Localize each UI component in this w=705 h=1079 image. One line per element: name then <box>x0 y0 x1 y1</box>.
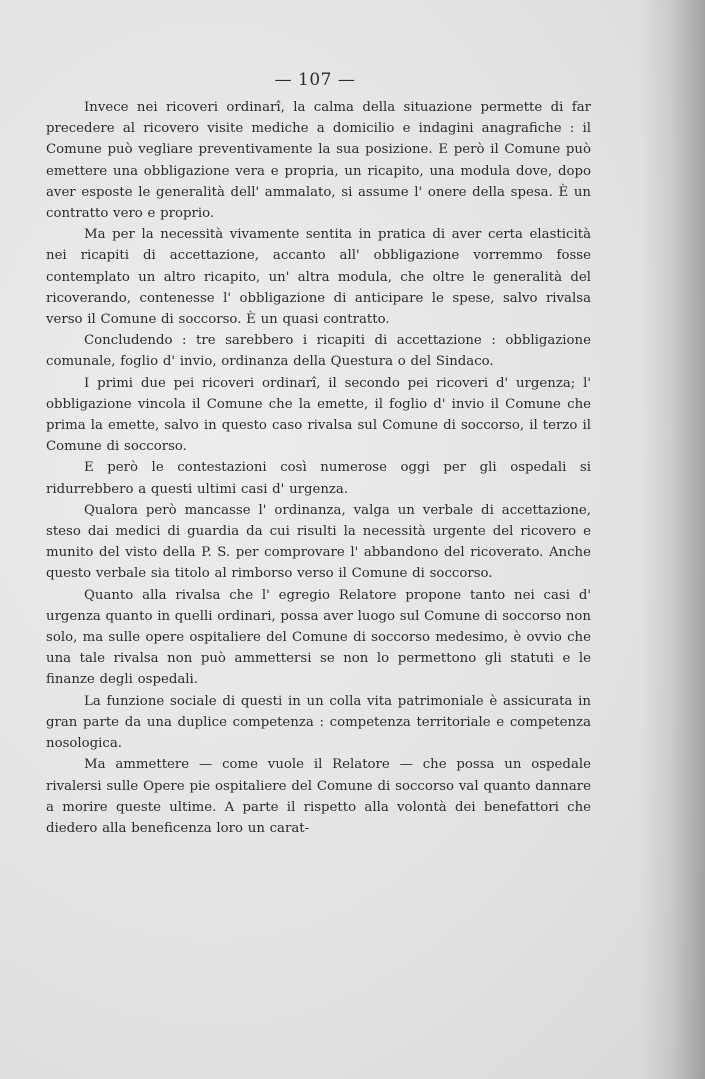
paragraph: Invece nei ricoveri ordinarî, la calma della situazione permette di far precedere al ricovero visite mediche a domicilio e indagini anagrafiche : il Comune può vegliare preventivamente la sua posizione. E però il Comune può emettere una obbligazione vera e propria, un ricapito, una modula dove, dopo aver esposte le generalità dell' ammalato, si assume l' onere della spesa. È un contratto vero e proprio. <box>46 100 591 222</box>
body-text <box>46 97 591 839</box>
paragraph: Quanto alla rivalsa che l' egregio Relatore propone tanto nei casi d' urgenza quanto in quelli ordinari, possa aver luogo sul Comune di soccorso non solo, ma sulle opere ospitaliere del Comune di soccorso medesimo, è ovvio che una tale rivalsa non può ammettersi se non lo permettono gli statuti e le finanze degli ospedali. <box>46 587 591 688</box>
paragraph: Concludendo : tre sarebbero i ricapiti di accettazione : obbligazione comunale, foglio d' invio, ordinanza della Questura o del Sindaco. <box>46 333 591 370</box>
paragraph: La funzione sociale di questi in un colla vita patrimoniale è assicurata in gran parte da una duplice competenza : competenza territoriale e competenza nosologica. <box>46 693 591 752</box>
page-number: — 107 — <box>274 70 356 90</box>
paragraph: Qualora però mancasse l' ordinanza, valga un verbale di accettazione, steso dai medici di guardia da cui risulti la necessità urgente del ricovero e munito del visto della P. S. per comprovare l' abbandono del ricoverato. Anche questo verbale sia titolo al rimborso verso il Comune di soccorso. <box>46 502 591 582</box>
paragraph: Ma per la necessità vivamente sentita in pratica di aver certa elasticità nei ricapiti di accettazione, accanto all' obbligazione vorremmo fosse contemplato un altro ricapito, un' altra modula, che oltre le generalità del ricoverando, contenesse l' obbligazione di anticipare le spese, salvo rivalsa verso il Comune di soccorso. È un quasi contratto. <box>46 227 591 328</box>
paragraph: Ma ammettere — come vuole il Relatore — che possa un ospedale rivalersi sulle Opere pie ospitaliere del Comune di soccorso val quanto dannare a morire queste ultime. A parte il rispetto alla volontà dei benefattori che diedero alla beneficenza loro un carat- <box>46 757 591 836</box>
paragraph: I primi due pei ricoveri ordinarî, il secondo pei ricoveri d' urgenza; l' obbligazione vincola il Comune che la emette, il foglio d' invio il Comune che prima la emette, salvo in questo caso rivalsa sul Comune di soccorso, il terzo il Comune di soccorso. <box>46 375 591 455</box>
paragraph: E però le contestazioni così numerose oggi per gli ospedali si ridurrebbero a questi ultimi casi d' urgenza. <box>46 460 591 497</box>
